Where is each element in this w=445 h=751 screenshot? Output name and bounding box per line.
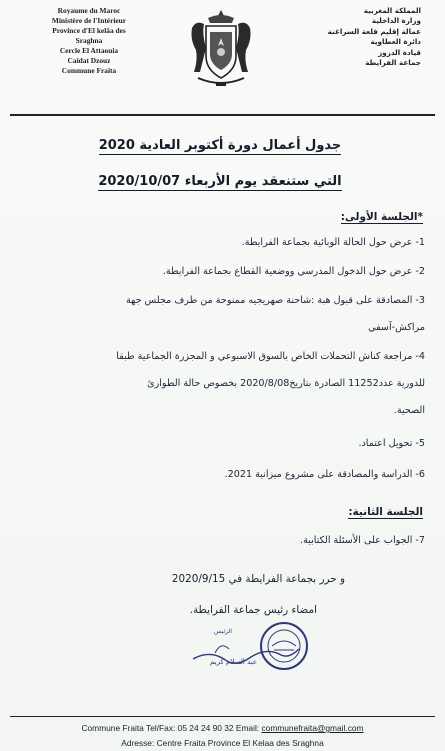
handwritten-signature-icon: [185, 625, 305, 675]
footer-contact-text: Commune Fraita Tel/Fax: 05 24 24 90 32 Email:: [81, 723, 262, 733]
agenda-item: 4- مراجعة كناش التحملات الخاص بالسوق الاسبوعي و المجزرة الجماعية طبقا: [116, 351, 425, 362]
header-french-line: Cercle El Attaouia: [59, 46, 119, 55]
place-date: و حرر بجماعة الفرايطة في 2020/9/15: [171, 573, 345, 585]
header-french-line: Ministère de l'Intérieur: [51, 16, 127, 25]
document-subtitle: التي ستنعقد يوم الأربعاء 2020/10/07: [98, 174, 342, 189]
agenda-item: 3- المصادقة على قبول هبة :شاحنة صهريجيه ممنوحة من طرف مجلس جهة: [126, 295, 425, 306]
agenda-item: 5- تحويل اعتماد.: [358, 438, 425, 449]
header-arabic-line: دائرة العطاوية: [370, 37, 421, 47]
document-title: جدول أعمال دورة أكتوبر العادية 2020: [98, 138, 342, 153]
agenda-item-continuation: مراكش-آسفي: [368, 322, 425, 333]
footer-address: Adresse: Centre Fraita Province El Kelaa des Sraghna: [121, 738, 324, 748]
agenda-item: 7- الجواب على الأسئلة الكتابية.: [300, 535, 425, 546]
header-french-line: Caïdat Dzouz: [67, 56, 111, 65]
agenda-item: 2- عرض حول الدخول المدرسي ووضعية القطاع بجماعة الفرايطة.: [162, 266, 425, 277]
agenda-item-continuation: الصحية.: [393, 405, 425, 416]
header-french-line: Commune Fraita: [61, 66, 117, 75]
header-arabic-block: [301, 6, 421, 68]
header-arabic-line: المملكة المغربية: [363, 6, 421, 15]
agenda-item: 6- الدراسة والمصادقة على مشروع ميزانية 2021.: [224, 469, 425, 480]
header-french-line: Sraghna: [75, 36, 103, 45]
header-french-line: Royaume du Maroc: [57, 6, 121, 15]
footer-divider: [10, 716, 435, 717]
header-french-block: [14, 6, 164, 76]
session1-heading: *الجلسة الأولى:: [340, 211, 423, 223]
signer-title: الرئيس: [214, 628, 232, 635]
morocco-coat-of-arms-icon: [186, 8, 256, 88]
header-divider: [10, 114, 435, 116]
header-arabic-line: جماعة الفرايطة: [365, 58, 421, 68]
agenda-item-continuation: للدورية عدد11252 الصادرة بتاريخ2020/8/08 بخصوص حالة الطوارئ: [147, 378, 425, 389]
header-arabic-line: وزارة الداخلية: [371, 16, 421, 26]
signature-line: امضاء رئيس جماعة الفرايطة.: [189, 604, 317, 616]
signer-name: عبد السلام كريم: [210, 658, 258, 666]
footer-email-link[interactable]: communefraita@gmail.com: [261, 723, 364, 733]
header-arabic-line: عمالة إقليم قلعة السراغنة: [327, 26, 421, 36]
session2-heading: الجلسة الثانية:: [348, 506, 423, 518]
agenda-item: 1- عرض حول الحالة الوبائية بجماعة الفرايطة.: [241, 237, 425, 248]
header-french-line: Province d'El kelâa des: [52, 26, 126, 35]
footer-contact: [10, 723, 435, 733]
header-arabic-line: قيادة الدزوز: [378, 47, 421, 57]
